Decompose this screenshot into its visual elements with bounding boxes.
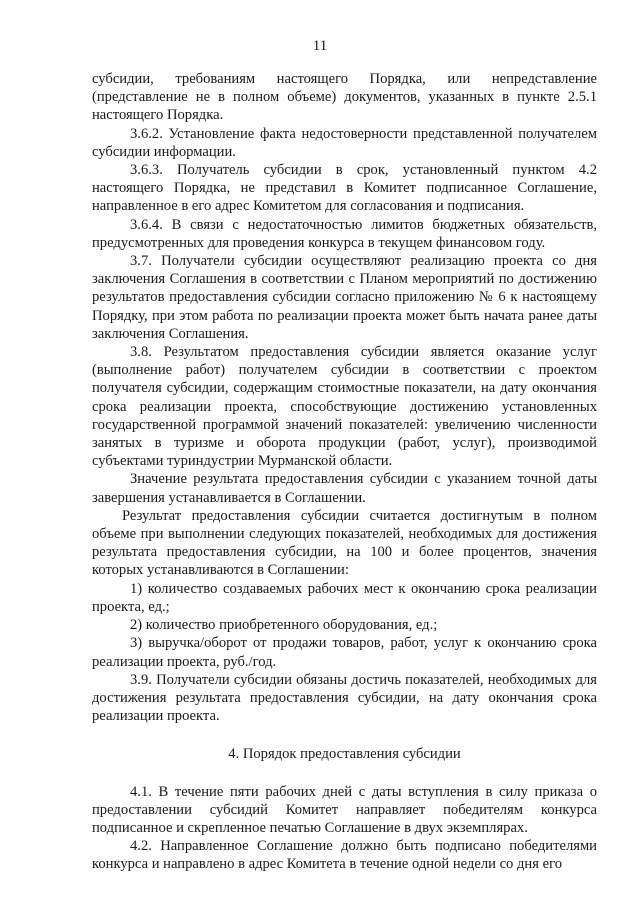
document-body	[92, 70, 597, 874]
paragraph-4-1: 4.1. В течение пяти рабочих дней с даты вступления в силу приказа о предоставлении субсидий Комитет направляет победителям конкурса подписанное и скрепленное печатью Соглашение в двух экземплярах.	[92, 783, 597, 836]
section-heading: 4. Порядок предоставления субсидии	[228, 746, 461, 763]
paragraph-continuation: субсидии, требованиям настоящего Порядка, или непредставление (представление не в полном объеме) документов, указанных в пункте 2.5.1 настоящего Порядка.	[92, 71, 597, 124]
paragraph-3-9: 3.9. Получатели субсидии обязаны достичь показателей, необходимых для достижения результата предоставления субсидии, на дату окончания срока реализации проекта.	[92, 671, 597, 725]
list-item-2: 2) количество приобретенного оборудования, ед.;	[130, 617, 438, 634]
paragraph-3-8: 3.8. Результатом предоставления субсидии является оказание услуг (выполнение работ) получателем субсидии в соответствии с проектом получателя субсидии, содержащим стоимостные показатели, на дату окончания срока реализации проекта, способствующие достижению установленных государственной программой значений показателей: увеличению численности занятых в туризме и оборота продукции (работ, услуг), производимой субъектами туриндустрии Мурманской области.	[92, 344, 597, 470]
paragraph-4-2: 4.2. Направленное Соглашение должно быть подписано победителями конкурса и направлено в адрес Комитета в течение одной недели со дня его	[92, 838, 597, 873]
list-item-3: 3) выручка/оборот от продажи товаров, работ, услуг к окончанию срока реализации проекта, руб./год.	[92, 635, 597, 670]
paragraph-3-7: 3.7. Получатели субсидии осуществляют реализацию проекта со дня заключения Соглашения в соответствии с Планом мероприятий по достижению результатов предоставления субсидии согласно приложению № 6 к настоящему Порядку, при этом работа по реализации проекта может быть начата ранее даты заключения Соглашения.	[92, 253, 597, 342]
paragraph-3-6-3: 3.6.3. Получатель субсидии в срок, установленный пунктом 4.2 настоящего Порядка, не представил в Комитет подписанное Соглашение, направленное в его адрес Комитетом для согласования и подписания.	[92, 162, 597, 215]
paragraph-result-achieved: Результат предоставления субсидии считается достигнутым в полном объеме при выполнении следующих показателей, необходимых для достижения результата предоставления субсидии, на 100 и более процентов, значения которых устанавливаются в Соглашении:	[92, 507, 597, 579]
list-item-1: 1) количество создаваемых рабочих мест к окончанию срока реализации проекта, ед.;	[92, 580, 597, 615]
paragraph-3-6-4: 3.6.4. В связи с недостаточностью лимитов бюджетных обязательств, предусмотренных для проведения конкурса в текущем финансовом году.	[92, 216, 597, 251]
page-number: 11	[312, 38, 328, 54]
paragraph-3-6-2: 3.6.2. Установление факта недостоверности представленной получателем субсидии информации.	[92, 125, 597, 160]
paragraph-result-value: Значение результата предоставления субсидии с указанием точной даты завершения устанавливается в Соглашении.	[92, 471, 597, 506]
